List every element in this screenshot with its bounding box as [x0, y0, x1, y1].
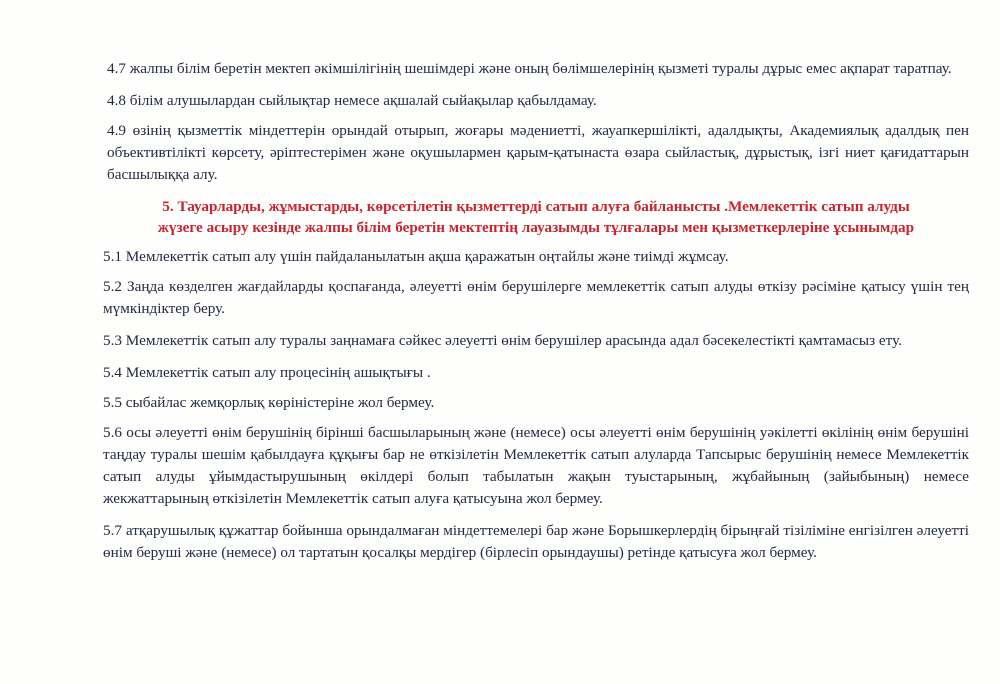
clause-5-7: 5.7 атқарушылық құжаттар бойынша орындалмаған міндеттемелері бар және Борышкерлердің бірыңғай тізіліміне енгізілген әлеуетті өнім беруші және (немесе) ол тартатын қосалқы мердігер (бірлесіп орындаушы) ретінде қатысуға жол бермеу. — [103, 522, 969, 561]
clause-5-3: 5.3 Мемлекеттік сатып алу туралы заңнамаға сәйкес әлеуетті өнім берушілер арасында адал бәсекелестікті қамтамасыз ету. — [103, 332, 902, 349]
section-5-heading — [103, 196, 969, 238]
clause-4-7: 4.7 жалпы білім беретін мектеп әкімшілігінің шешімдері және оның бөлімшелерінің қызметі туралы дұрыс емес ақпарат таратпау. — [107, 60, 952, 77]
clause-4-8: 4.8 білім алушылардан сыйлықтар немесе ақшалай сыйақылар қабылдамау. — [107, 92, 597, 109]
clause-5-1: 5.1 Мемлекеттік сатып алу үшін пайдаланылатын ақша қаражатын оңтайлы және тиімді жұмсау. — [103, 248, 729, 265]
clause-5-2: 5.2 Заңда көзделген жағдайларды қоспағанда, әлеуетті өнім берушілерге мемлекеттік сатып алуды өткізу рәсіміне қатысу үшін тең мүмкіндіктер беру. — [103, 278, 969, 317]
clause-4-9: 4.9 өзінің қызметтік міндеттерін орындай отырып, жоғары мәдениетті, жауапкершілікті, адалдықты, Академиялық адалдық пен объективтілікті көрсету, әріптестерімен және оқушылармен қарым-қатынаста өзара сыйластық, дұрыстық, ізгі ниет қағидаттарын басшылыққа алу. — [107, 122, 969, 183]
clause-5-6: 5.6 осы әлеуетті өнім берушінің бірінші басшыларының және (немесе) осы әлеуетті өнім берушінің уәкілетті өкілінің өнім берушіні таңдау туралы шешім қабылдауға құқығы бар не өткізілетін Мемлекеттік сатып алуларда Тапсырыс берушінің немесе Мемлекеттік сатып алуды ұйымдастырушының өкілдері болып табылатын жақын туыстарының, жұбайының (зайыбының) немесе жекжаттарының өткізілетін Мемлекеттік сатып алуға қатысуына жол бермеу. — [103, 424, 969, 507]
section-5-heading-line-1: 5. Тауарларды, жұмыстарды, көрсетілетін қызметтерді сатып алуға байланысты .Мемлекеттік сатып алуды — [162, 198, 910, 215]
clause-5-5: 5.5 сыбайлас жемқорлық көріністеріне жол бермеу. — [103, 394, 435, 411]
document-body — [103, 58, 969, 574]
section-5-heading-line-2: жүзеге асыру кезінде жалпы білім беретін мектептің лауазымды тұлғалары мен қызметкерлеріне ұсынымдар — [157, 219, 915, 236]
clause-5-4: 5.4 Мемлекеттік сатып алу процесінің ашықтығы . — [103, 364, 431, 381]
